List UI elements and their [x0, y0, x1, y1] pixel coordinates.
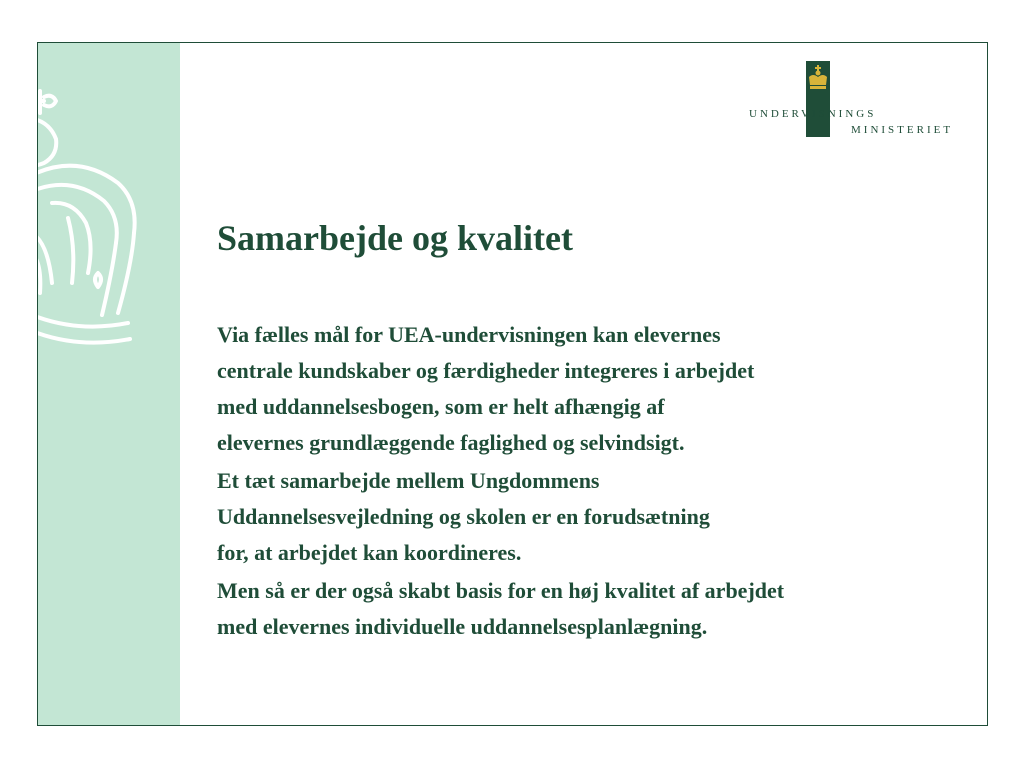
paragraph-line: centrale kundskaber og færdigheder integreres i arbejdet: [217, 358, 755, 383]
logo-text-undervisnings: UNDERVISNINGS: [749, 108, 877, 120]
paragraph-1: [217, 317, 957, 461]
paragraph-line: for, at arbejdet kan koordineres.: [217, 540, 522, 565]
paragraph-2: [217, 463, 957, 571]
paragraph-line: elevernes grundlæggende faglighed og selvindsigt.: [217, 430, 685, 455]
paragraph-line: Et tæt samarbejde mellem Ungdommens: [217, 468, 600, 493]
crown-watermark-icon: [38, 83, 180, 363]
slide-title: Samarbejde og kvalitet: [217, 218, 573, 258]
paragraph-line: Uddannelsesvejledning og skolen er en forudsætning: [217, 504, 710, 529]
paragraph-line: Men så er der også skabt basis for en høj kvalitet af arbejdet: [217, 578, 785, 603]
paragraph-line: med elevernes individuelle uddannelsesplanlægning.: [217, 614, 708, 639]
ministry-logo: [747, 61, 977, 141]
paragraph-line: Via fælles mål for UEA-undervisningen kan elevernes: [217, 322, 721, 347]
slide-body: [217, 317, 957, 647]
logo-text-ministeriet: MINISTERIET: [851, 124, 954, 136]
paragraph-line: med uddannelsesbogen, som er helt afhængig af: [217, 394, 665, 419]
side-band: [38, 43, 180, 725]
paragraph-3: [217, 573, 957, 645]
slide: [37, 42, 988, 726]
crown-icon: [808, 65, 828, 91]
